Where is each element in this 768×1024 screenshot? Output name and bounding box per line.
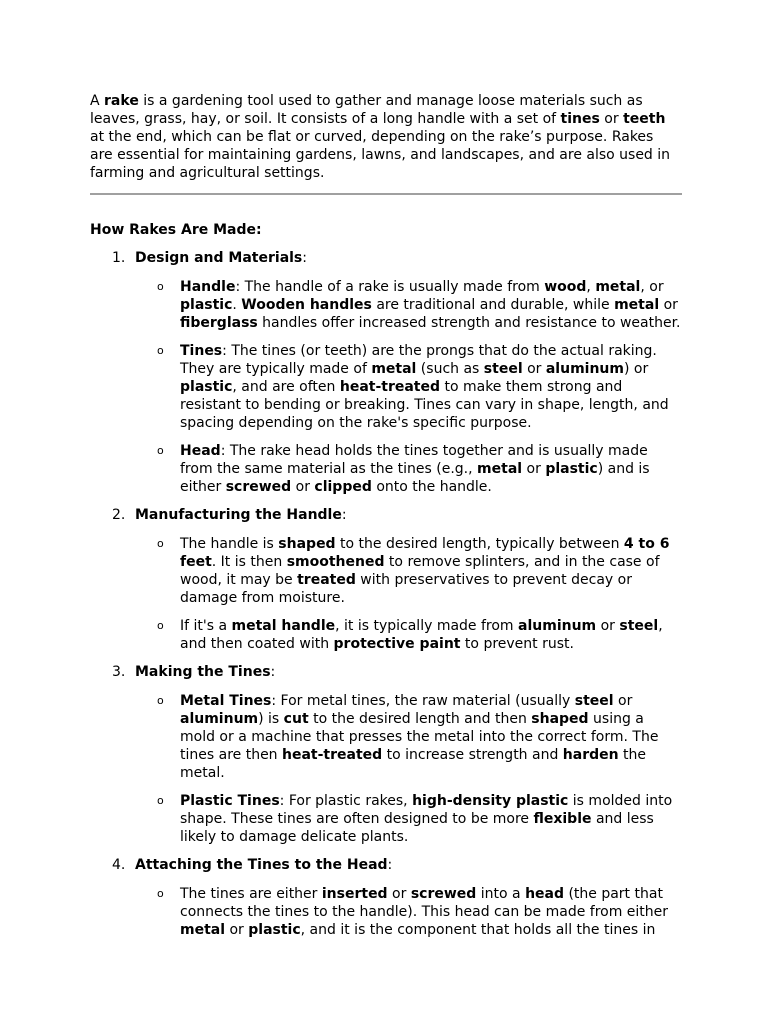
step-title-suffix: : <box>387 857 393 873</box>
step-number: 3. <box>112 664 126 680</box>
step-number: 4. <box>112 857 126 873</box>
bold-text: fiberglass <box>180 315 258 331</box>
text-run: the metal. <box>180 747 647 781</box>
bold-text: rake <box>104 93 139 109</box>
bold-text: metal <box>180 922 226 938</box>
bold-text: 4 to 6 feet <box>180 536 670 570</box>
section-heading: How Rakes Are Made: <box>90 222 262 238</box>
text-run: : The rake head holds the tines together and is usually made from the same material as the tines (e.g., <box>180 443 648 477</box>
bold-text: screwed <box>225 479 292 495</box>
text-run: at the end, which can be flat or curved, depending on the rake’s purpose. Rakes are essential for maintaining gardens, lawns, and landscapes, and are also used in farming and agricultural settings. <box>90 129 671 181</box>
text-run: ) and is either <box>180 461 650 495</box>
step-item <box>90 506 682 653</box>
text-run: to remove splinters, and in the case of wood, it may be <box>180 554 660 588</box>
bullet-text <box>180 535 682 607</box>
bold-text: metal <box>595 279 641 295</box>
text-run: ) is <box>258 711 284 727</box>
step-title-text: Manufacturing the Handle <box>135 507 342 523</box>
bold-text: clipped <box>314 479 372 495</box>
bold-text: Handle <box>180 279 236 295</box>
bold-text: high-density plastic <box>412 793 569 809</box>
bullet-item <box>135 692 682 782</box>
bold-text: head <box>525 886 564 902</box>
circle-bullet-icon: o <box>157 280 164 293</box>
text-run: or <box>599 111 624 127</box>
step-item <box>90 856 682 939</box>
bold-text: plastic <box>180 379 233 395</box>
step-number: 2. <box>112 507 126 523</box>
bold-text: metal <box>477 461 523 477</box>
bold-text: protective paint <box>333 636 461 652</box>
circle-bullet-icon: o <box>157 344 164 357</box>
text-run: with preservatives to prevent decay or damage from moisture. <box>180 572 632 606</box>
bold-text: smoothened <box>286 554 385 570</box>
step-item <box>90 663 682 846</box>
text-run: or <box>522 361 546 377</box>
text-run: are traditional and durable, while <box>371 297 615 313</box>
text-run: The handle is <box>180 536 279 552</box>
text-run: ) or <box>623 361 649 377</box>
bullet-text <box>180 442 682 496</box>
bold-text: Tines <box>180 343 223 359</box>
bullet-list <box>135 278 682 496</box>
steps-list <box>90 249 682 939</box>
bold-text: steel <box>619 618 659 634</box>
document <box>90 92 682 949</box>
text-run: . It is then <box>211 554 287 570</box>
text-run: If it's a <box>180 618 232 634</box>
text-run: . <box>232 297 242 313</box>
bullet-list <box>135 692 682 846</box>
bold-text: plastic <box>248 922 301 938</box>
text-run: : For plastic rakes, <box>279 793 413 809</box>
text-run: , and are often <box>232 379 340 395</box>
text-run: , it is typically made from <box>335 618 519 634</box>
text-run: : For metal tines, the raw material (usually <box>271 693 575 709</box>
circle-bullet-icon: o <box>157 619 164 632</box>
circle-bullet-icon: o <box>157 794 164 807</box>
bold-text: plastic <box>545 461 598 477</box>
bullet-text <box>180 342 682 432</box>
text-run: and less likely to damage delicate plants. <box>180 811 654 845</box>
text-run: or <box>291 479 315 495</box>
bold-text: tines <box>560 111 600 127</box>
step-title-suffix: : <box>302 250 307 266</box>
circle-bullet-icon: o <box>157 694 164 707</box>
bold-text: flexible <box>533 811 592 827</box>
step-title <box>135 249 682 267</box>
step-title <box>135 663 682 681</box>
bullet-list <box>135 885 682 939</box>
step-title-suffix: : <box>341 507 347 523</box>
text-run: to make them strong and resistant to bending or breaking. Tines can vary in shape, length, and spacing depending on the rake's specific purpose. <box>180 379 669 431</box>
bold-text: steel <box>483 361 523 377</box>
bullet-item <box>135 792 682 846</box>
intro-paragraph <box>90 92 682 182</box>
step-title-suffix: : <box>270 664 276 680</box>
text-run: or <box>613 693 633 709</box>
text-run: is a gardening tool used to gather and manage loose materials such as leaves, grass, hay, or soil. It consists of a long handle with a set of <box>90 93 643 127</box>
bullet-text <box>180 692 682 782</box>
text-run: or <box>522 461 546 477</box>
step-title <box>135 506 682 524</box>
circle-bullet-icon: o <box>157 537 164 550</box>
text-run: or <box>225 922 249 938</box>
bold-text: metal handle <box>231 618 336 634</box>
bullet-text <box>180 278 682 332</box>
bullet-item <box>135 442 682 496</box>
bold-text: shaped <box>278 536 336 552</box>
bold-text: heat-treated <box>282 747 383 763</box>
bold-text: cut <box>283 711 309 727</box>
bold-text: aluminum <box>180 711 259 727</box>
text-run: into a <box>476 886 526 902</box>
text-run: , or <box>640 279 664 295</box>
text-run: : The handle of a rake is usually made from <box>235 279 545 295</box>
text-run: or <box>596 618 620 634</box>
bold-text: treated <box>297 572 356 588</box>
bullet-item <box>135 342 682 432</box>
bullet-list <box>135 535 682 653</box>
text-run: handles offer increased strength and resistance to weather. <box>257 315 681 331</box>
bold-text: screwed <box>410 886 477 902</box>
text-run: : The tines (or teeth) are the prongs that do the actual raking. They are typically made of <box>180 343 657 377</box>
text-run: to the desired length and then <box>308 711 532 727</box>
bullet-item <box>135 278 682 332</box>
text-run: , and then coated with <box>180 618 663 652</box>
bold-text: aluminum <box>545 361 624 377</box>
bold-text: shaped <box>531 711 589 727</box>
bold-text: Metal Tines <box>180 693 272 709</box>
text-run: (such as <box>416 361 484 377</box>
text-run: (the part that connects the tines to the handle). This head can be made from either <box>180 886 669 920</box>
text-run: or <box>659 297 678 313</box>
bold-text: Wooden handles <box>241 297 372 313</box>
intro-text <box>90 92 680 182</box>
bold-text: plastic <box>180 297 233 313</box>
bold-text: metal <box>371 361 417 377</box>
step-title-text: Attaching the Tines to the Head <box>135 857 388 873</box>
step-title <box>135 856 682 874</box>
circle-bullet-icon: o <box>157 444 164 457</box>
bullet-text <box>180 885 682 939</box>
circle-bullet-icon: o <box>157 887 164 900</box>
step-title-text: Making the Tines <box>135 664 271 680</box>
step-item <box>90 249 682 496</box>
text-run: is molded into shape. These tines are often designed to be more <box>180 793 673 827</box>
bullet-item <box>135 885 682 939</box>
bold-text: teeth <box>623 111 666 127</box>
bullet-text <box>180 617 682 653</box>
text-run: A <box>90 93 105 109</box>
text-run: or <box>387 886 411 902</box>
bold-text: wood <box>544 279 587 295</box>
bullet-item <box>135 535 682 607</box>
text-run: onto the handle. <box>371 479 492 495</box>
text-run: , <box>586 279 596 295</box>
bold-text: metal <box>614 297 660 313</box>
bold-text: harden <box>562 747 619 763</box>
bold-text: Plastic Tines <box>180 793 280 809</box>
text-run: to increase strength and <box>382 747 563 763</box>
bullet-text <box>180 792 682 846</box>
text-run: , and it is the component that holds all the tines in <box>300 922 656 938</box>
text-run: The tines are either <box>180 886 322 902</box>
section-divider <box>90 193 682 195</box>
bold-text: Head <box>180 443 221 459</box>
bold-text: steel <box>574 693 614 709</box>
step-title-text: Design and Materials <box>135 250 303 266</box>
text-run: to the desired length, typically between <box>335 536 624 552</box>
bullet-item <box>135 617 682 653</box>
text-run: to prevent rust. <box>460 636 574 652</box>
bold-text: aluminum <box>518 618 597 634</box>
bold-text: heat-treated <box>339 379 441 395</box>
text-run: using a mold or a machine that presses the metal into the correct form. The tines are then <box>180 711 659 763</box>
bold-text: inserted <box>321 886 388 902</box>
step-number: 1. <box>112 250 126 266</box>
